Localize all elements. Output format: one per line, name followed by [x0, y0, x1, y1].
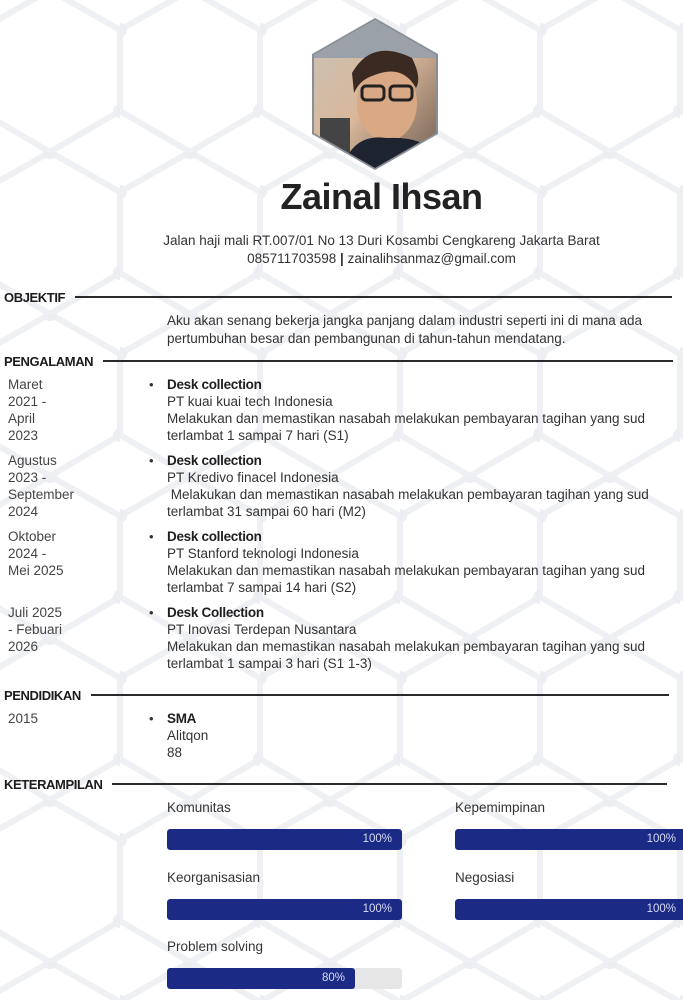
entry-body	[167, 604, 683, 672]
section-title: KETERAMPILAN	[4, 776, 103, 792]
section-skills-header	[4, 776, 667, 792]
description-line: Melakukan dan memastikan nasabah melakukan pembayaran tagihan yang sud	[167, 411, 646, 426]
entry-body	[167, 710, 683, 761]
job-title: Desk collection	[167, 377, 262, 392]
skill-label: Negosiasi	[455, 870, 515, 885]
skill-progress-fill	[455, 829, 683, 850]
entry-body	[167, 376, 683, 444]
skill-progress-fill	[167, 968, 355, 989]
date-line: September	[8, 487, 75, 502]
bullet-icon: •	[149, 711, 154, 726]
date-line: 2024	[8, 504, 39, 519]
objective-line: pertumbuhan besar dan pembangunan di tahun-tahun mendatang.	[167, 331, 566, 346]
address: Jalan haji mali RT.007/01 No 13 Duri Kosambi Cengkareng Jakarta Barat	[163, 233, 600, 248]
company: PT Inovasi Terdepan Nusantara	[167, 622, 357, 637]
skill-negosiasi	[455, 869, 676, 915]
date-line: 2021 -	[8, 394, 47, 409]
objective-line: Aku akan senang bekerja jangka panjang dalam industri seperti ini di mana ada	[167, 313, 643, 328]
skill-label: Komunitas	[167, 800, 231, 815]
skill-progress-bar	[455, 829, 683, 850]
description-line: Melakukan dan memastikan nasabah melakukan pembayaran tagihan yang sud	[167, 487, 649, 502]
skill-progress-fill	[455, 899, 683, 920]
candidate-name: Zainal Ihsan	[280, 176, 483, 217]
description-line: terlambat 1 sampai 3 hari (S1 1-3)	[167, 656, 372, 671]
profile-photo	[312, 18, 438, 170]
entry-date: 2015	[8, 711, 39, 726]
date-line: - Febuari	[8, 622, 63, 637]
contact-separator: |	[340, 251, 344, 266]
description-line: Melakukan dan memastikan nasabah melakukan pembayaran tagihan yang sud	[167, 639, 646, 654]
description-line: Melakukan dan memastikan nasabah melakukan pembayaran tagihan yang sud	[167, 563, 646, 578]
skill-percent: 100%	[362, 833, 392, 845]
skill-label: Kepemimpinan	[455, 800, 546, 815]
phone: 085711703598	[247, 251, 337, 266]
company: PT Kredivo finacel Indonesia	[167, 470, 339, 485]
education-level: SMA	[167, 711, 197, 726]
skill-percent: 80%	[321, 972, 345, 984]
skill-progress-bar	[167, 899, 402, 920]
entry-date	[8, 528, 98, 579]
school-name: Alitqon	[167, 728, 209, 743]
section-title: OBJEKTIF	[4, 289, 66, 305]
bullet-icon: •	[149, 605, 154, 620]
phone-email-line	[0, 250, 683, 268]
date-line: 2026	[8, 639, 39, 654]
company: PT Stanford teknologi Indonesia	[167, 546, 359, 561]
description-line: terlambat 1 sampai 7 hari (S1)	[167, 428, 349, 443]
skill-label: Keorganisasian	[167, 870, 261, 885]
section-divider	[103, 360, 673, 362]
description-line: terlambat 31 sampai 60 hari (M2)	[167, 504, 366, 519]
bullet-icon: •	[149, 453, 154, 468]
date-line: Juli 2025	[8, 605, 63, 620]
date-line: 2023 -	[8, 470, 47, 485]
contact-block	[0, 232, 683, 268]
skill-progress-bar	[167, 829, 402, 850]
skill-percent: 100%	[646, 903, 676, 915]
skill-progress-fill	[167, 899, 402, 920]
entry-body	[167, 528, 683, 596]
date-line: April	[8, 411, 36, 426]
date-line: Oktober	[8, 529, 57, 544]
section-divider	[112, 783, 667, 785]
skill-progress-bar	[455, 899, 683, 920]
skill-label: Problem solving	[167, 939, 264, 954]
entry-date	[8, 376, 98, 444]
entry-date	[8, 604, 98, 655]
bullet-icon: •	[149, 377, 154, 392]
company: PT kuai kuai tech Indonesia	[167, 394, 333, 409]
skill-progress-fill	[167, 829, 402, 850]
skill-komunitas	[167, 799, 392, 845]
skill-percent: 100%	[362, 903, 392, 915]
date-line: 2024 -	[8, 546, 47, 561]
skill-percent: 100%	[646, 833, 676, 845]
description-line: terlambat 7 sampai 14 hari (S2)	[167, 580, 357, 595]
job-title: Desk Collection	[167, 605, 264, 620]
job-title: Desk collection	[167, 453, 262, 468]
bullet-icon: •	[149, 529, 154, 544]
section-title: PENGALAMAN	[4, 353, 94, 369]
email: zainalihsanmaz@gmail.com	[347, 251, 516, 266]
skill-problem-solving	[167, 938, 345, 984]
skill-progress-bar	[167, 968, 402, 989]
date-line: Maret	[8, 377, 43, 392]
date-line: Mei 2025	[8, 563, 64, 578]
date-line: 2023	[8, 428, 39, 443]
section-divider	[91, 694, 669, 696]
score: 88	[167, 745, 183, 760]
entry-body	[167, 452, 683, 520]
section-divider	[75, 296, 672, 298]
section-experience-header	[4, 353, 673, 369]
section-title: PENDIDIKAN	[4, 687, 81, 703]
entry-date	[8, 452, 98, 520]
section-objective-header	[4, 289, 672, 305]
job-title: Desk collection	[167, 529, 262, 544]
section-education-header	[4, 687, 669, 703]
skill-kepemimpinan	[455, 799, 676, 845]
objective-text	[167, 312, 683, 348]
date-line: Agustus	[8, 453, 57, 468]
skill-keorganisasian	[167, 869, 392, 915]
